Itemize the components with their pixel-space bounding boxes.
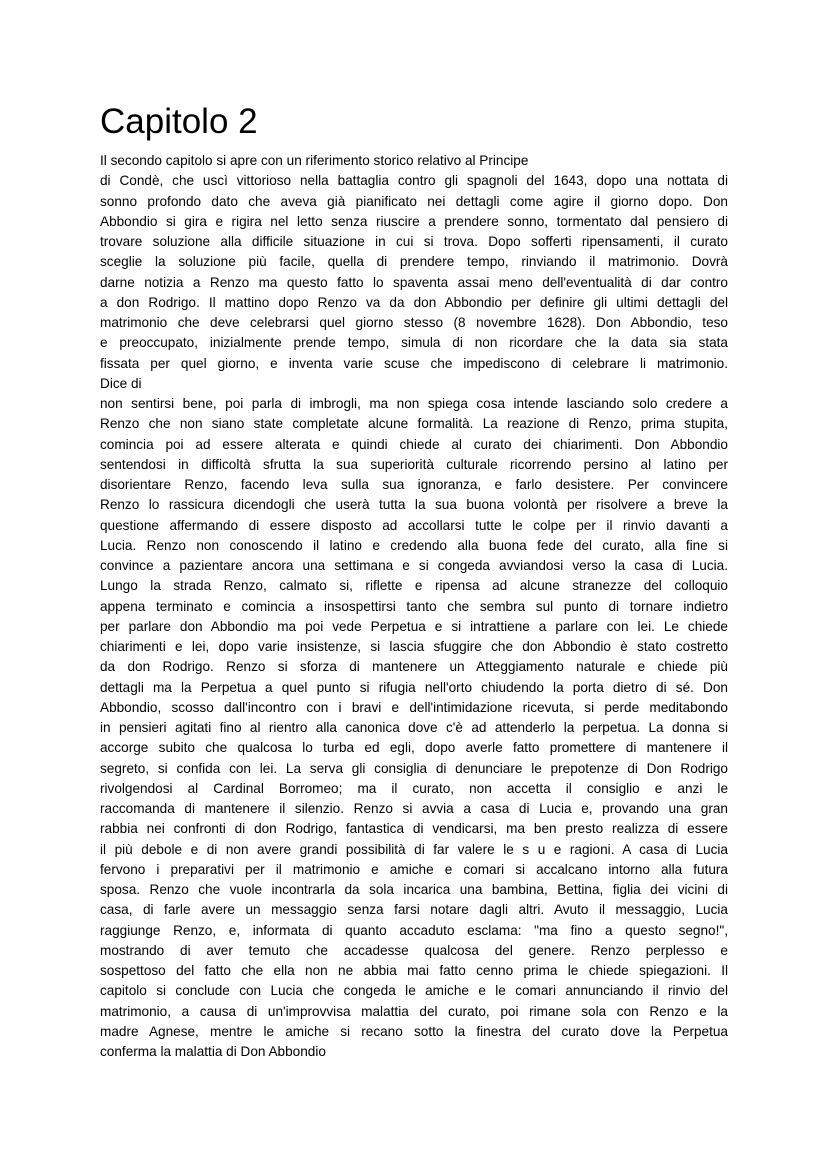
body-line: convince a pazientare ancora una settimana e si congeda avviandosi verso la casa di Lucia. (100, 558, 728, 573)
body-line: rivolgendosi al Cardinal Borromeo; ma il curato, non accetta il consiglio e anzi le (100, 780, 728, 796)
body-line: fervono i preparativi per il matrimonio e amiche e comari si accalcano intorno alla futura (100, 861, 728, 877)
body-line: matrimonio, a causa di un'improvvisa malattia del curato, poi rimane sola con Renzo e la (100, 1003, 728, 1019)
body-line: mostrando di aver temuto che accadesse qualcosa del genere. Renzo perplesso e (100, 942, 728, 958)
body-line: dettagli ma la Perpetua a quel punto si rifugia nell'orto chiudendo la porta dietro di sé. Don (100, 679, 728, 695)
body-line: il più debole e di non avere grandi possibilità di far valere le s u e ragioni. A casa di Lucia (100, 841, 728, 857)
body-line: Abbondio, scosso dall'incontro con i bravi e dell'intimidazione ricevuta, si perde meditabondo (100, 699, 728, 715)
body-line: fissata per quel giorno, e inventa varie scuse che impediscono di celebrare li matrimonio. (100, 355, 728, 371)
body-line: Lungo la strada Renzo, calmato si, riflette e ripensa ad alcune stranezze del colloquio (100, 578, 728, 594)
body-line: a don Rodrigo. Il mattino dopo Renzo va da don Abbondio per definire gli ultimi dettagli del (100, 294, 728, 310)
body-text (100, 151, 728, 1062)
body-line: chiarimenti e lei, dopo varie insistenze, si lascia sfuggire che don Abbondio è stato costretto (100, 639, 728, 654)
body-line: non sentirsi bene, poi parla di imbrogli, ma non spiega cosa intende lasciando solo credere a (100, 396, 728, 411)
body-line: sceglie la soluzione più facile, quella di prendere tempo, rinviando il matrimonio. Dovrà (100, 254, 728, 270)
body-line: madre Agnese, mentre le amiche si recano sotto la finestra del curato dove la Perpetua (100, 1023, 728, 1039)
body-line: sposa. Renzo che vuole incontrarla da sola incarica una bambina, Bettina, figlia dei vicini di (100, 882, 728, 897)
body-line: Dice di (100, 375, 142, 391)
body-line: raccomanda di mantenere il silenzio. Renzo si avvia a casa di Lucia e, provando una gran (100, 801, 728, 816)
body-line: Il secondo capitolo si apre con un riferimento storico relativo al Principe (100, 153, 529, 168)
body-line: casa, di farle avere un messaggio senza farsi notare dagli altri. Avuto il messaggio, Lucia (100, 902, 728, 918)
body-line: comincia poi ad essere alterata e quindi chiede al curato dei chiarimenti. Don Abbondio (100, 436, 728, 452)
body-line: disorientare Renzo, facendo leva sulla sua ignoranza, e farlo desistere. Per convincere (100, 477, 728, 492)
body-line: da don Rodrigo. Renzo si sforza di mantenere un Atteggiamento naturale e chiede più (100, 659, 728, 675)
body-line: in pensieri agitati fino al rientro alla canonica dove c'è ad attenderlo la perpetua. La donna si (100, 720, 728, 735)
body-line: di Condè, che uscì vittorioso nella battaglia contro gli spagnoli del 1643, dopo una nottata di (100, 173, 728, 189)
body-line: sentendosi in difficoltà sfrutta la sua superiorità culturale ricorrendo persino al latino per (100, 456, 728, 472)
body-line: trovare soluzione alla difficile situazione in cui si trova. Dopo sofferti ripensamenti, il curato (100, 234, 728, 249)
body-line: rabbia nei confronti di don Rodrigo, fantastica di vendicarsi, ma ben presto realizza di essere (100, 821, 728, 837)
body-line: darne notizia a Renzo ma questo fatto lo spaventa assai meno dell'eventualità di dar contro (100, 274, 728, 290)
body-line: Renzo che non siano state completate alcune formalità. La reazione di Renzo, prima stupita, (100, 416, 728, 432)
body-line: sospettoso del fatto che ella non ne abbia mai fatto cenno prima le chiede spiegazioni. Il (100, 963, 728, 978)
body-line: accorge subito che qualcosa lo turba ed egli, dopo averle fatto promettere di mantenere il (100, 740, 728, 756)
body-line: segreto, si confida con lei. La serva gli consiglia di denunciare le prepotenze di Don Rodrigo (100, 760, 728, 776)
body-line: Lucia. Renzo non conoscendo il latino e credendo alla buona fede del curato, alla fine si (100, 537, 728, 553)
body-line: per parlare don Abbondio ma poi vede Perpetua e si intrattiene a parlare con lei. Le chiede (100, 618, 728, 634)
body-line: sonno profondo dato che aveva già pianificato nei dettagli come agire il giorno dopo. Don (100, 193, 728, 209)
body-line: Renzo lo rassicura dicendogli che userà tutta la sua buona volontà per risolvere a breve la (100, 497, 728, 513)
body-line: matrimonio che deve celebrarsi quel giorno stesso (8 novembre 1628). Don Abbondio, teso (100, 315, 728, 330)
body-line: questione affermando di essere disposto ad accollarsi tutte le colpe per il rinvio davanti a (100, 517, 728, 533)
body-line: conferma la malattia di Don Abbondio (100, 1044, 326, 1059)
page-title: Capitolo 2 (100, 102, 258, 141)
body-line: capitolo si conclude con Lucia che congeda le amiche e le comari annunciando il rinvio del (100, 983, 728, 999)
body-line: Abbondio si gira e rigira nel letto senza riuscire a prendere sonno, tormentato dal pensiero di (100, 213, 728, 229)
body-line: e preoccupato, inizialmente prende tempo, simula di non ricordare che la data sia stata (100, 335, 728, 351)
body-line: raggiunge Renzo, e, informata di quanto accaduto esclama: "ma fino a questo segno!", (100, 922, 728, 938)
body-line: appena terminato e comincia a insospettirsi tanto che sembra sul punto di tornare indietro (100, 598, 728, 614)
